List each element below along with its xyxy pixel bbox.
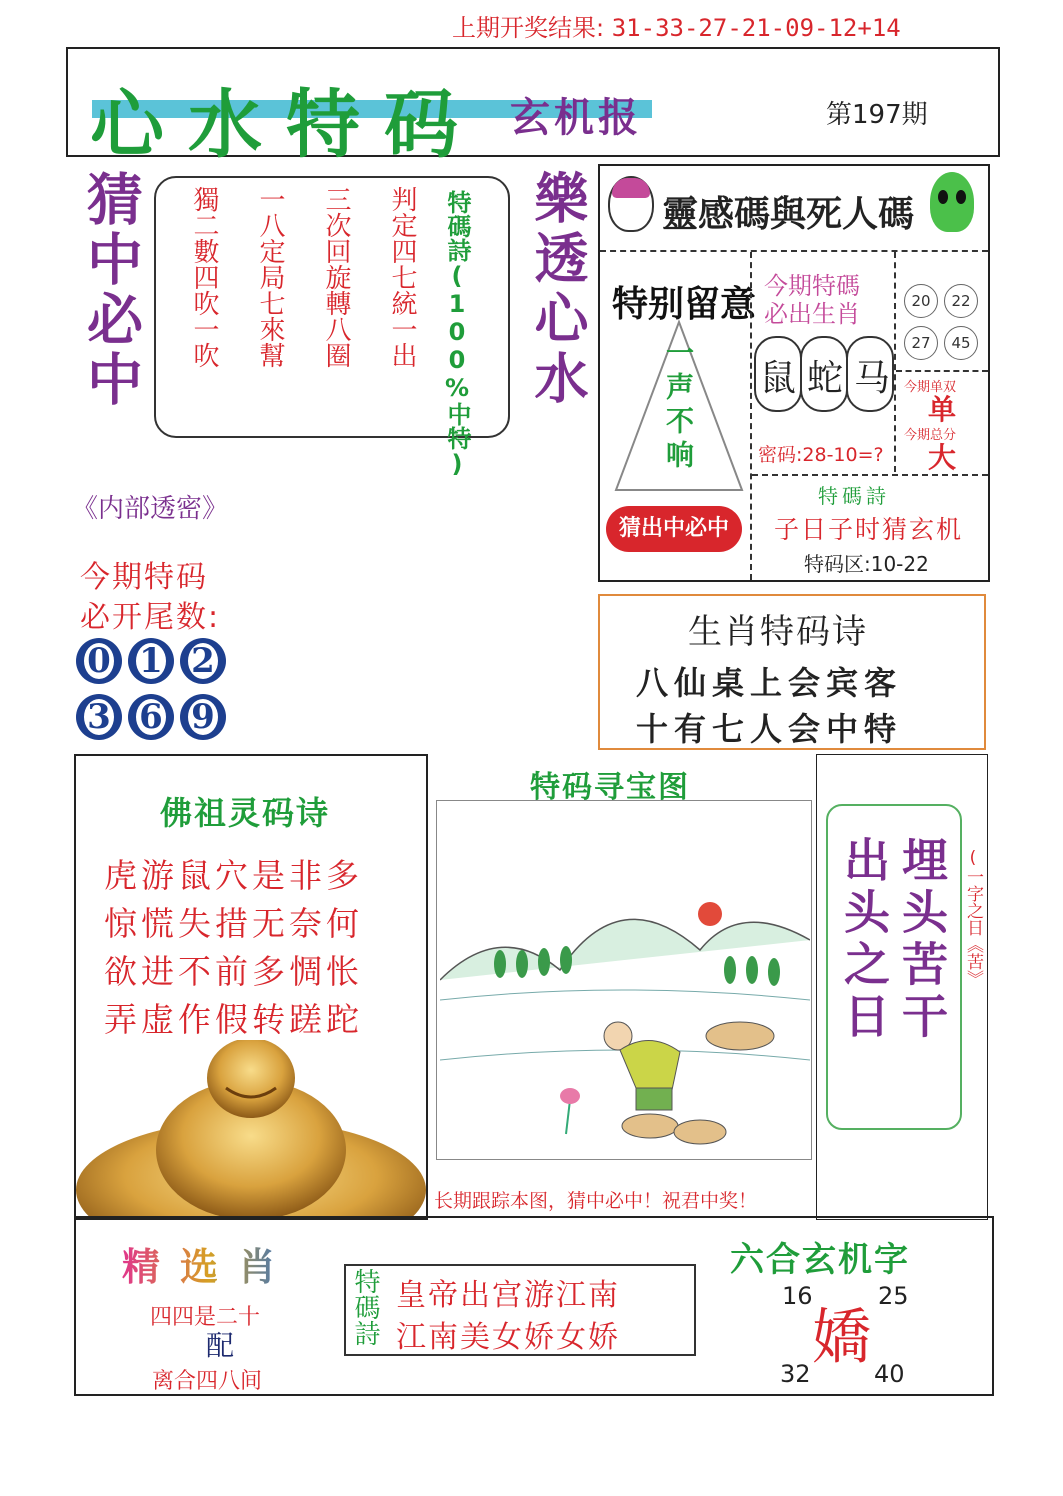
jing-title-text: 精选肖 bbox=[122, 1245, 297, 1289]
right-slogan: 樂透心水 bbox=[526, 170, 589, 410]
stamp-badge bbox=[606, 506, 742, 552]
liuhe-number-3: 32 bbox=[780, 1360, 811, 1388]
numbers-divider bbox=[896, 370, 988, 372]
zodiac-title-1: 今期特碼 bbox=[764, 272, 860, 300]
ghost-number-2: 22 bbox=[944, 284, 978, 318]
ghost-poem-label: 特碼詩 bbox=[818, 484, 890, 508]
liuhe-number-2: 25 bbox=[878, 1282, 909, 1310]
poem-grid-col-4: 判定四七統一出 bbox=[387, 186, 417, 368]
size-value: 大 bbox=[928, 441, 957, 474]
tail-digit: 2 bbox=[180, 638, 226, 684]
left-slogan: 猜中必中 bbox=[78, 170, 143, 410]
riddle-col-2: 出头之日 bbox=[837, 836, 891, 1044]
buddha-line-2: 惊慌失措无奈何 bbox=[104, 904, 363, 943]
last-result bbox=[452, 8, 901, 43]
ghost-panel-divider bbox=[600, 250, 988, 252]
riddle-side-note: (一字之日《苦》 bbox=[963, 848, 983, 987]
page-subtitle: 玄机报 bbox=[510, 95, 642, 141]
internal-label: 《内部透密》 bbox=[72, 494, 229, 524]
bottom-poem-label: 特碼詩 bbox=[350, 1268, 380, 1346]
last-result-label: 上期开奖结果: bbox=[452, 14, 605, 42]
tail-row-1 bbox=[76, 638, 232, 684]
zodiac-title-2: 必出生肖 bbox=[764, 300, 860, 328]
buddha-title: 佛祖灵码诗 bbox=[160, 794, 331, 832]
ghost-number-1: 20 bbox=[904, 284, 938, 318]
ghost-number-3: 27 bbox=[904, 326, 938, 360]
poem-grid-col-1: 獨二數四吹一吹 bbox=[189, 186, 219, 368]
poem-grid-col-3: 三次回旋轉八圈 bbox=[321, 186, 351, 368]
jing-hint-3: 离合四八间 bbox=[152, 1369, 263, 1394]
notice-label: 特别留意 bbox=[612, 284, 757, 325]
tail-title-1: 今期特码 bbox=[80, 560, 208, 595]
odd-even-label: 今期单双 bbox=[904, 380, 957, 395]
zodiac-list: 鼠蛇马 bbox=[760, 358, 902, 399]
issue-number: 第197期 bbox=[826, 100, 928, 130]
ghost-number-4: 45 bbox=[944, 326, 978, 360]
buddha-line-4: 弄虚作假转蹉跎 bbox=[104, 1000, 363, 1039]
jing-hint-2: 配 bbox=[206, 1329, 235, 1362]
zodiac-poem-title: 生肖特码诗 bbox=[688, 612, 868, 652]
treasure-caption: 长期跟踪本图，猜中必中！祝君中奖！ bbox=[434, 1190, 758, 1212]
tail-row-2 bbox=[76, 694, 232, 740]
tail-digit: 6 bbox=[128, 694, 174, 740]
bottom-poem-line-1: 皇帝出宫游江南 bbox=[396, 1278, 620, 1313]
size-label: 今期总分 bbox=[904, 428, 957, 443]
odd-even-value: 单 bbox=[928, 393, 957, 426]
skull-icon bbox=[930, 172, 974, 232]
ghost-panel-vline bbox=[750, 252, 752, 580]
last-result-numbers: 31-33-27-21-09-12+14 bbox=[611, 14, 901, 42]
tail-digit: 0 bbox=[76, 638, 122, 684]
stamp-text: 猜出中必中 bbox=[618, 516, 729, 541]
bottom-poem-line-2: 江南美女娇女娇 bbox=[396, 1320, 620, 1355]
treasure-title: 特码寻宝图 bbox=[530, 770, 690, 805]
jing-title bbox=[122, 1236, 296, 1291]
ghost-panel-title: 靈感碼與死人碼 bbox=[662, 193, 915, 235]
secret-code: 密码:28-10=? bbox=[758, 444, 884, 466]
poem-grid-col-2: 一八定局七來幫 bbox=[255, 186, 285, 368]
buddha-figure-icon bbox=[76, 1040, 426, 1218]
liuhe-number-1: 16 bbox=[782, 1282, 813, 1310]
tail-digit: 3 bbox=[76, 694, 122, 740]
tail-title-2: 必开尾数: bbox=[80, 600, 221, 635]
zodiac-poem-line-1: 八仙桌上会宾客 bbox=[636, 664, 903, 702]
poem-grid-label: 特碼詩(100%中特) bbox=[443, 190, 471, 478]
liuhe-number-4: 40 bbox=[874, 1360, 905, 1388]
riddle-col-1: 埋头苦干 bbox=[895, 836, 949, 1044]
liuhe-char: 嬌 bbox=[812, 1303, 872, 1373]
buddha-poem bbox=[104, 852, 363, 1044]
jing-hint-1: 四四是二十 bbox=[150, 1305, 261, 1330]
face-icon bbox=[608, 176, 654, 232]
liuhe-title: 六合玄机字 bbox=[730, 1240, 910, 1280]
triangle-text: 一声不响 bbox=[662, 338, 695, 474]
ghost-poem-text: 子日子时猜玄机 bbox=[774, 515, 964, 544]
buddha-line-3: 欲进不前多惆怅 bbox=[104, 952, 363, 991]
page-title: 心水特码 bbox=[90, 82, 482, 168]
tail-digit: 9 bbox=[180, 694, 226, 740]
zone-label: 特码区:10-22 bbox=[804, 552, 929, 576]
tail-digit: 1 bbox=[128, 638, 174, 684]
buddha-line-1: 虎游鼠穴是非多 bbox=[104, 856, 363, 895]
zodiac-poem-line-2: 十有七人会中特 bbox=[636, 710, 903, 748]
treasure-scene-icon bbox=[440, 860, 810, 1156]
